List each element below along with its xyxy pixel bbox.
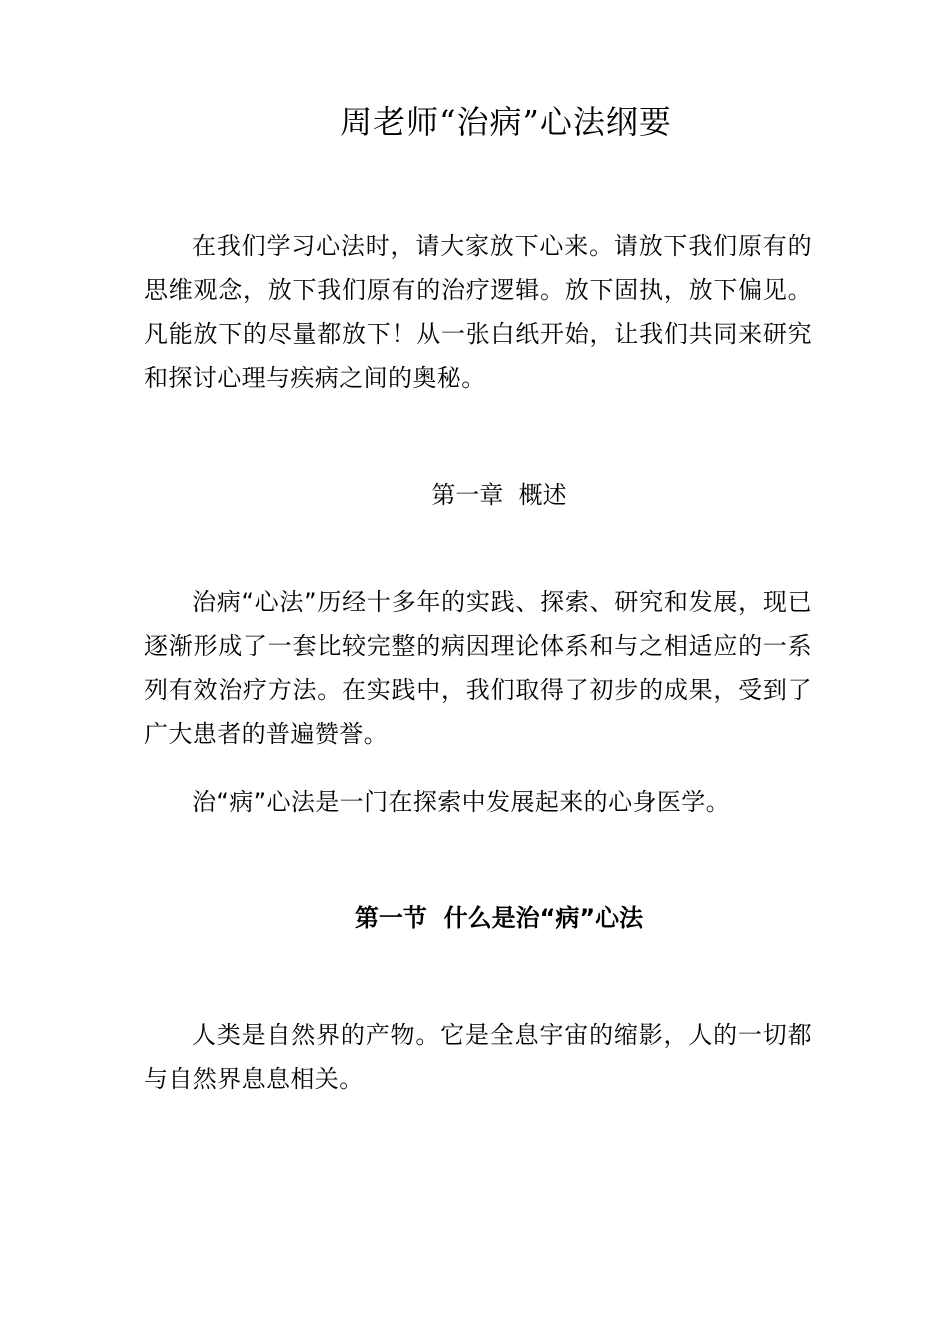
document-title: 周老师“治病”心法纲要	[340, 103, 672, 141]
chapter-paragraph-2: 治“病”心法是一门在探索中发展起来的心身医学。	[192, 788, 731, 816]
section-paragraph: 人类是自然界的产物。它是全息宇宙的缩影，人的一切都与自然界息息相关。	[144, 1021, 812, 1093]
section-heading: 第一节 什么是治“病”心法	[354, 904, 644, 932]
chapter-paragraph-1: 治病“心法”历经十多年的实践、探索、研究和发展，现已逐渐形成了一套比较完整的病因理论体系和与之相适应的一系列有效治疗方法。在实践中，我们取得了初步的成果，受到了广大患者的普遍赞誉。	[144, 588, 812, 748]
chapter-heading: 第一章 概述	[431, 481, 567, 509]
intro-paragraph: 在我们学习心法时，请大家放下心来。请放下我们原有的思维观念，放下我们原有的治疗逻辑。放下固执，放下偏见。凡能放下的尽量都放下！从一张白纸开始，让我们共同来研究和探讨心理与疾病之间的奥秘。	[144, 232, 812, 392]
